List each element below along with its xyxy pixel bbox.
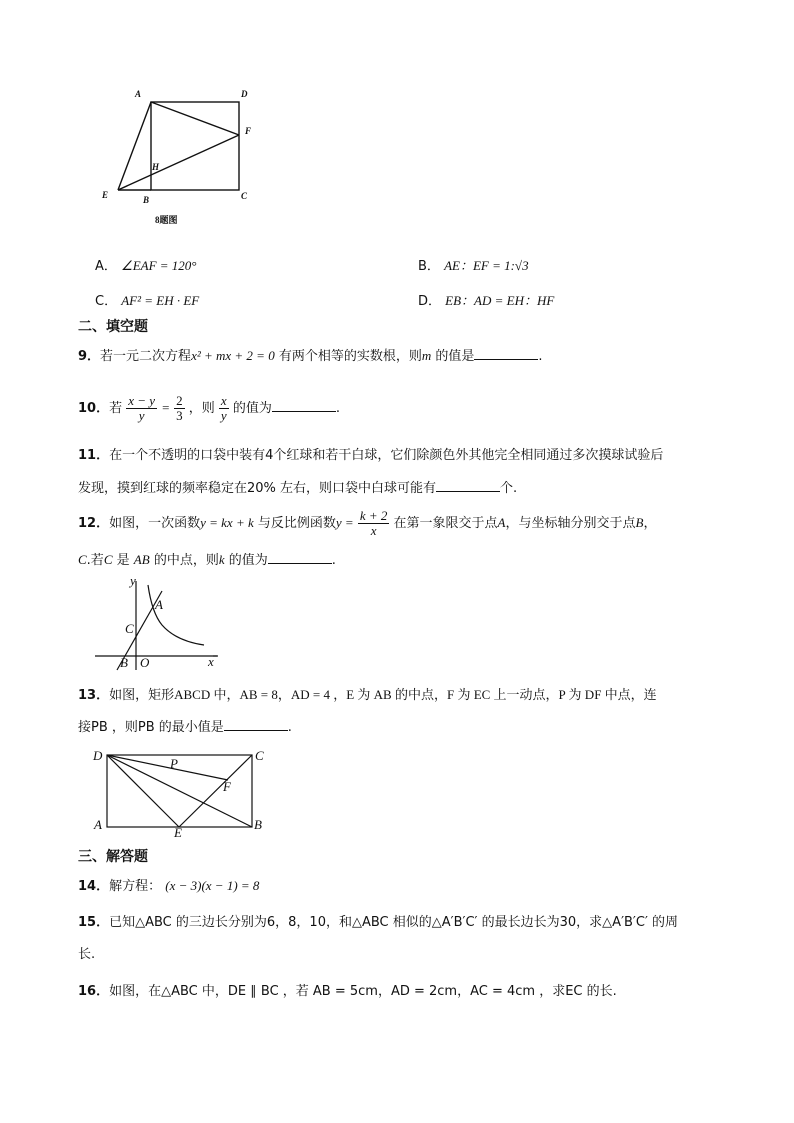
q10-fraction-lhs <box>126 394 157 423</box>
q9-variable: m <box>421 348 432 363</box>
question-11 <box>78 447 758 465</box>
fig8-label-b: B <box>143 195 150 205</box>
q10-text-1: 若 <box>109 401 123 416</box>
fig8-label-f: F <box>245 126 252 136</box>
q15-line-1: 已知△ABC 的三边长分别为6，8，10，和△ABC 相似的△A′B′C′ 的最长边长为30，求△A′B′C′ 的周 <box>109 915 679 930</box>
q10-text-2: ，则 <box>188 401 215 416</box>
graph-label-x: x <box>208 654 214 669</box>
q9-answer-blank[interactable] <box>474 347 538 360</box>
fig8-label-d: D <box>241 89 248 99</box>
q11-number: 11． <box>78 448 110 463</box>
q10-end: . <box>335 401 340 416</box>
q13-line-2a: 接PB ，则PB 的最小值是 <box>78 720 224 735</box>
fig13-label-p: P <box>170 756 178 771</box>
graph-label-b: B <box>120 655 128 670</box>
figure-8 <box>95 85 265 235</box>
square-abcd <box>151 102 239 190</box>
fig13-label-a: A <box>94 817 102 832</box>
q10-frac-num: x − y <box>128 393 156 408</box>
segment-ec <box>179 755 252 827</box>
question-13 <box>78 686 758 705</box>
q10-fraction-rhs <box>174 394 185 423</box>
q9-text-1: 若一元二次方程 <box>100 349 192 364</box>
fig8-label-a: A <box>135 89 142 99</box>
option-a <box>95 255 197 274</box>
q12-text-1: 如图，一次函数 <box>109 516 201 531</box>
q9-text-2: 有两个相等的实数根，则 <box>278 349 422 364</box>
q12-point-b: B <box>635 515 644 530</box>
segment-de <box>107 755 179 827</box>
option-c-expr: AF² = EH · EF <box>121 293 200 308</box>
fig8-label-e: E <box>102 190 109 200</box>
option-b-expr: AE：EF = 1:√3 <box>444 258 529 273</box>
line-af <box>151 102 239 135</box>
fig13-label-d: D <box>93 748 103 763</box>
question-10: 10．若 $\frac{x - y}{y}$ = $\frac{2}{3}$ ，则 $\frac{x}{y}$ 的值为 . <box>78 393 340 423</box>
q12-text-6: .若 <box>86 553 104 568</box>
segment-df <box>107 755 228 780</box>
fig8-caption: 8题图 <box>155 215 178 225</box>
q13-number: 13． <box>78 688 110 703</box>
q12-end: . <box>331 553 336 568</box>
option-d-letter: D． <box>418 294 442 309</box>
question-12 <box>78 505 758 542</box>
option-c-letter: C． <box>95 294 118 309</box>
q14-equation: (x − 3)(x − 1) = 8 <box>165 878 260 893</box>
q12-inverse-fraction <box>358 509 390 538</box>
q10-frac-den: y <box>138 408 145 423</box>
q12-point-c2: C <box>103 552 113 567</box>
q16-number: 16． <box>78 984 110 999</box>
figure-12-graph <box>92 573 227 673</box>
graph-label-c: C <box>125 621 134 636</box>
q12-text-7: 是 <box>116 553 130 568</box>
q11-line-2a: 发现，摸到红球的频率稳定在20% 左右，则口袋中白球可能有 <box>78 481 437 496</box>
question-9 <box>78 347 758 366</box>
fig8-label-h: H <box>152 162 160 172</box>
question-15-cont <box>78 946 758 964</box>
graph-label-y: y <box>130 573 136 588</box>
fig8-label-c: C <box>241 191 248 201</box>
fig13-label-c: C <box>255 748 264 763</box>
q15-line-2: 长. <box>78 947 96 962</box>
q12-point-c: C <box>78 552 87 567</box>
q9-equation: x² + mx + 2 = 0 <box>191 348 275 363</box>
option-d <box>418 290 554 309</box>
question-13-cont <box>78 718 758 737</box>
fig13-label-f: F <box>223 779 231 794</box>
figure-13-rectangle <box>90 744 275 839</box>
question-15 <box>78 914 758 932</box>
q12-frac-den: x <box>370 523 377 538</box>
graph-label-a: A <box>155 597 163 612</box>
q12-number: 12． <box>78 516 110 531</box>
q16-line-1: 如图，在△ABC 中，DE ∥ BC ，若 AB = 5cm，AD = 2cm，AC = 4cm ，求EC 的长. <box>109 984 617 999</box>
q10-rhs-num: 2 <box>176 393 183 408</box>
question-14 <box>78 877 758 896</box>
hyperbola-curve <box>148 585 204 645</box>
graph-label-o: O <box>140 655 150 670</box>
fig13-label-b: B <box>254 817 262 832</box>
q11-line-1: 在一个不透明的口袋中装有4个红球和若干白球，它们除颜色外其他完全相同通过多次摸球试验后 <box>109 448 664 463</box>
option-b-letter: B． <box>418 259 440 274</box>
section-fill-in-title: 二、填空题 <box>78 319 148 335</box>
q9-end: . <box>538 349 543 364</box>
q10-target-num: x <box>220 393 227 408</box>
q15-number: 15． <box>78 915 110 930</box>
q14-number: 14． <box>78 879 110 894</box>
q11-answer-blank[interactable] <box>436 479 500 492</box>
q10-rhs-den: 3 <box>176 408 183 423</box>
option-a-letter: A． <box>95 259 117 274</box>
q10-answer-blank[interactable] <box>272 399 336 412</box>
q12-text-2: 与反比例函数 <box>257 516 336 531</box>
q12-var-k: k <box>218 552 225 567</box>
q12-point-a: A <box>497 515 506 530</box>
question-12-cont <box>78 551 758 570</box>
question-11-cont <box>78 479 758 498</box>
q12-answer-blank[interactable] <box>268 551 332 564</box>
q10-fraction-target <box>219 394 229 423</box>
q10-target-den: y <box>220 408 227 423</box>
fig13-label-e: E <box>174 825 182 839</box>
q12-text-9: 的值为 <box>228 553 268 568</box>
q12-text-5: ， <box>643 516 657 531</box>
q12-segment-ab: AB <box>133 552 150 567</box>
q10-number: 10． <box>78 401 110 416</box>
option-b <box>418 255 529 274</box>
q14-text-1: 解方程： <box>109 879 162 894</box>
option-d-expr: EB：AD = EH：HF <box>445 293 555 308</box>
q10-text-3: 的值为 <box>232 401 272 416</box>
q12-linear-eq: y = kx + k <box>200 515 254 530</box>
q9-text-3: 的值是 <box>435 349 475 364</box>
q12-text-8: 的中点，则 <box>153 553 219 568</box>
q13-end: . <box>287 720 292 735</box>
question-16 <box>78 983 758 1001</box>
option-a-expr: ∠EAF = 120° <box>121 258 197 273</box>
q12-text-3: 在第一象限交于点 <box>393 516 498 531</box>
section-answer-title: 三、解答题 <box>78 849 148 865</box>
q13-line-1: 如图，矩形ABCD 中，AB = 8，AD = 4 ，E 为 AB 的中点，F 为 EC 上一动点，P 为 DF 中点，连 <box>109 687 657 702</box>
q12-inverse-lhs: y = <box>335 515 354 530</box>
q13-answer-blank[interactable] <box>224 718 288 731</box>
q12-text-4: ，与坐标轴分别交于点 <box>505 516 636 531</box>
q9-number: 9． <box>78 349 101 364</box>
option-c <box>95 290 199 309</box>
q11-line-2b: 个. <box>500 481 518 496</box>
q12-frac-num: k + 2 <box>359 508 388 523</box>
